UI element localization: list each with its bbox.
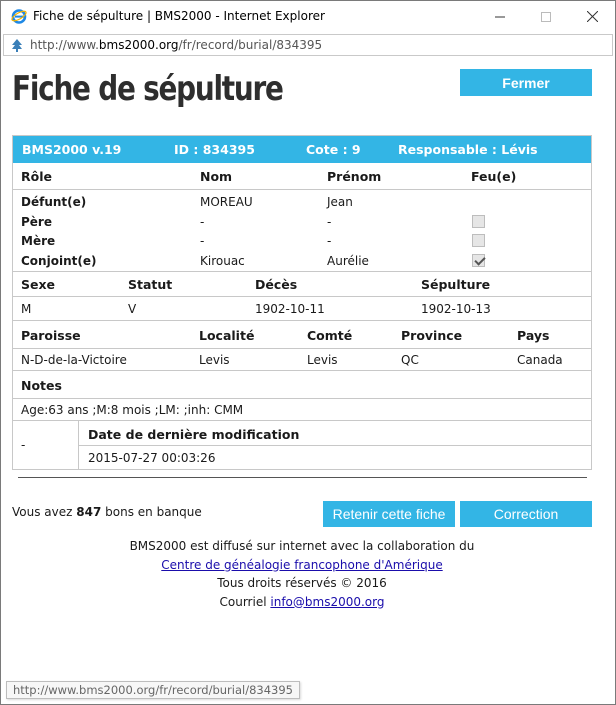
col-pays: Pays	[517, 328, 550, 343]
modification-header	[79, 421, 591, 445]
people-section	[13, 163, 591, 271]
col-comte: Comté	[307, 328, 353, 343]
notes-section	[13, 370, 591, 420]
modification-left-cell	[13, 421, 79, 469]
notes-value: Age:63 ans ;M:8 mois ;LM: ;inh: CMM	[21, 403, 244, 417]
address-url: http://www.bms2000.org/fr/record/burial/834395	[30, 38, 323, 52]
paroisse-value: N-D-de-la-Victoire	[21, 353, 127, 367]
page-title: Fiche de sépulture	[12, 69, 283, 109]
notes-header-row	[13, 371, 591, 398]
modification-left-value: -	[21, 438, 26, 452]
comte-value: Levis	[307, 353, 338, 367]
nom-value: Kirouac	[200, 253, 245, 268]
nom-value: -	[200, 234, 205, 248]
partner-link[interactable]: Centre de généalogie francophone d'Amérique	[161, 557, 443, 572]
prenom-value: Jean	[327, 195, 353, 209]
province-value: QC	[401, 353, 419, 367]
record-responsable: Responsable : Lévis	[398, 142, 538, 157]
modification-section	[13, 420, 591, 469]
modification-label: Date de dernière modification	[88, 427, 300, 442]
col-role: Rôle	[21, 169, 52, 184]
table-row	[13, 296, 591, 320]
address-bar[interactable]	[3, 34, 613, 56]
deceased-checkbox	[472, 234, 485, 247]
bank-balance: Vous avez 847 bons en banque	[12, 505, 202, 519]
close-window-button[interactable]	[569, 1, 615, 32]
deceased-checkbox	[472, 215, 485, 228]
footer-line: BMS2000 est diffusé sur internet avec la collaboration du	[129, 539, 475, 553]
prenom-value: -	[327, 214, 332, 229]
correction-button[interactable]: Correction	[460, 501, 592, 527]
notes-label: Notes	[21, 378, 62, 393]
col-prenom: Prénom	[327, 169, 382, 184]
record-id: ID : 834395	[174, 142, 255, 157]
divider	[18, 477, 587, 478]
site-tree-icon	[9, 38, 25, 53]
bank-count: 847	[76, 505, 102, 519]
modification-date: 2015-07-27 00:03:26	[88, 451, 216, 465]
status-section	[13, 271, 591, 320]
role-label: Conjoint(e)	[21, 253, 97, 268]
internet-explorer-icon	[11, 8, 27, 24]
table-row	[13, 192, 591, 212]
nom-value: -	[200, 214, 205, 229]
close-button[interactable]: Fermer	[460, 69, 592, 96]
people-rows	[13, 189, 591, 271]
record-cote: Cote : 9	[306, 142, 361, 157]
keep-record-button[interactable]: Retenir cette fiche	[323, 501, 455, 527]
minimize-icon	[495, 12, 505, 22]
col-province: Province	[401, 328, 463, 343]
col-sepulture: Sépulture	[421, 277, 491, 292]
statut-value: V	[128, 302, 137, 316]
place-section	[13, 320, 591, 370]
modification-value-cell	[79, 445, 591, 469]
col-localite: Localité	[199, 328, 255, 343]
localite-value: Levis	[199, 353, 230, 367]
table-row	[13, 231, 591, 251]
table-row	[13, 251, 591, 271]
burial-record	[12, 135, 592, 470]
email-link[interactable]: info@bms2000.org	[270, 594, 385, 609]
deceased-checkbox	[472, 254, 485, 267]
footer	[12, 537, 592, 611]
col-deces: Décès	[255, 277, 298, 292]
table-row	[13, 348, 591, 370]
contact-line: Courriel info@bms2000.org	[219, 594, 385, 609]
table-row	[13, 212, 591, 232]
prenom-value: Aurélie	[327, 253, 369, 268]
copyright: Tous droits réservés © 2016	[217, 576, 387, 590]
status-bar-url: http://www.bms2000.org/fr/record/burial/834395	[6, 681, 300, 699]
col-feu: Feu(e)	[471, 169, 517, 184]
col-nom: Nom	[200, 169, 233, 184]
sepulture-value: 1902-10-13	[421, 302, 491, 316]
role-label: Mère	[21, 234, 56, 248]
place-header-row	[13, 321, 591, 348]
window-title: Fiche de sépulture | BMS2000 - Internet Explorer	[33, 9, 325, 23]
col-statut: Statut	[128, 277, 173, 292]
notes-row	[13, 398, 591, 420]
pays-value: Canada	[517, 353, 563, 367]
record-header	[13, 136, 591, 163]
status-header-row	[13, 272, 591, 296]
maximize-button[interactable]	[523, 1, 569, 32]
title-bar	[1, 1, 615, 32]
sexe-value: M	[21, 302, 32, 316]
people-header-row	[13, 163, 591, 189]
col-sexe: Sexe	[21, 277, 56, 292]
role-label: Père	[21, 214, 52, 229]
minimize-button[interactable]	[477, 1, 523, 32]
nom-value: MOREAU	[200, 195, 253, 209]
maximize-icon	[541, 12, 551, 22]
close-icon	[587, 11, 598, 22]
col-paroisse: Paroisse	[21, 328, 81, 343]
record-version: BMS2000 v.19	[22, 142, 122, 157]
prenom-value: -	[327, 234, 332, 248]
role-label: Défunt(e)	[21, 195, 87, 209]
deces-value: 1902-10-11	[255, 302, 325, 316]
